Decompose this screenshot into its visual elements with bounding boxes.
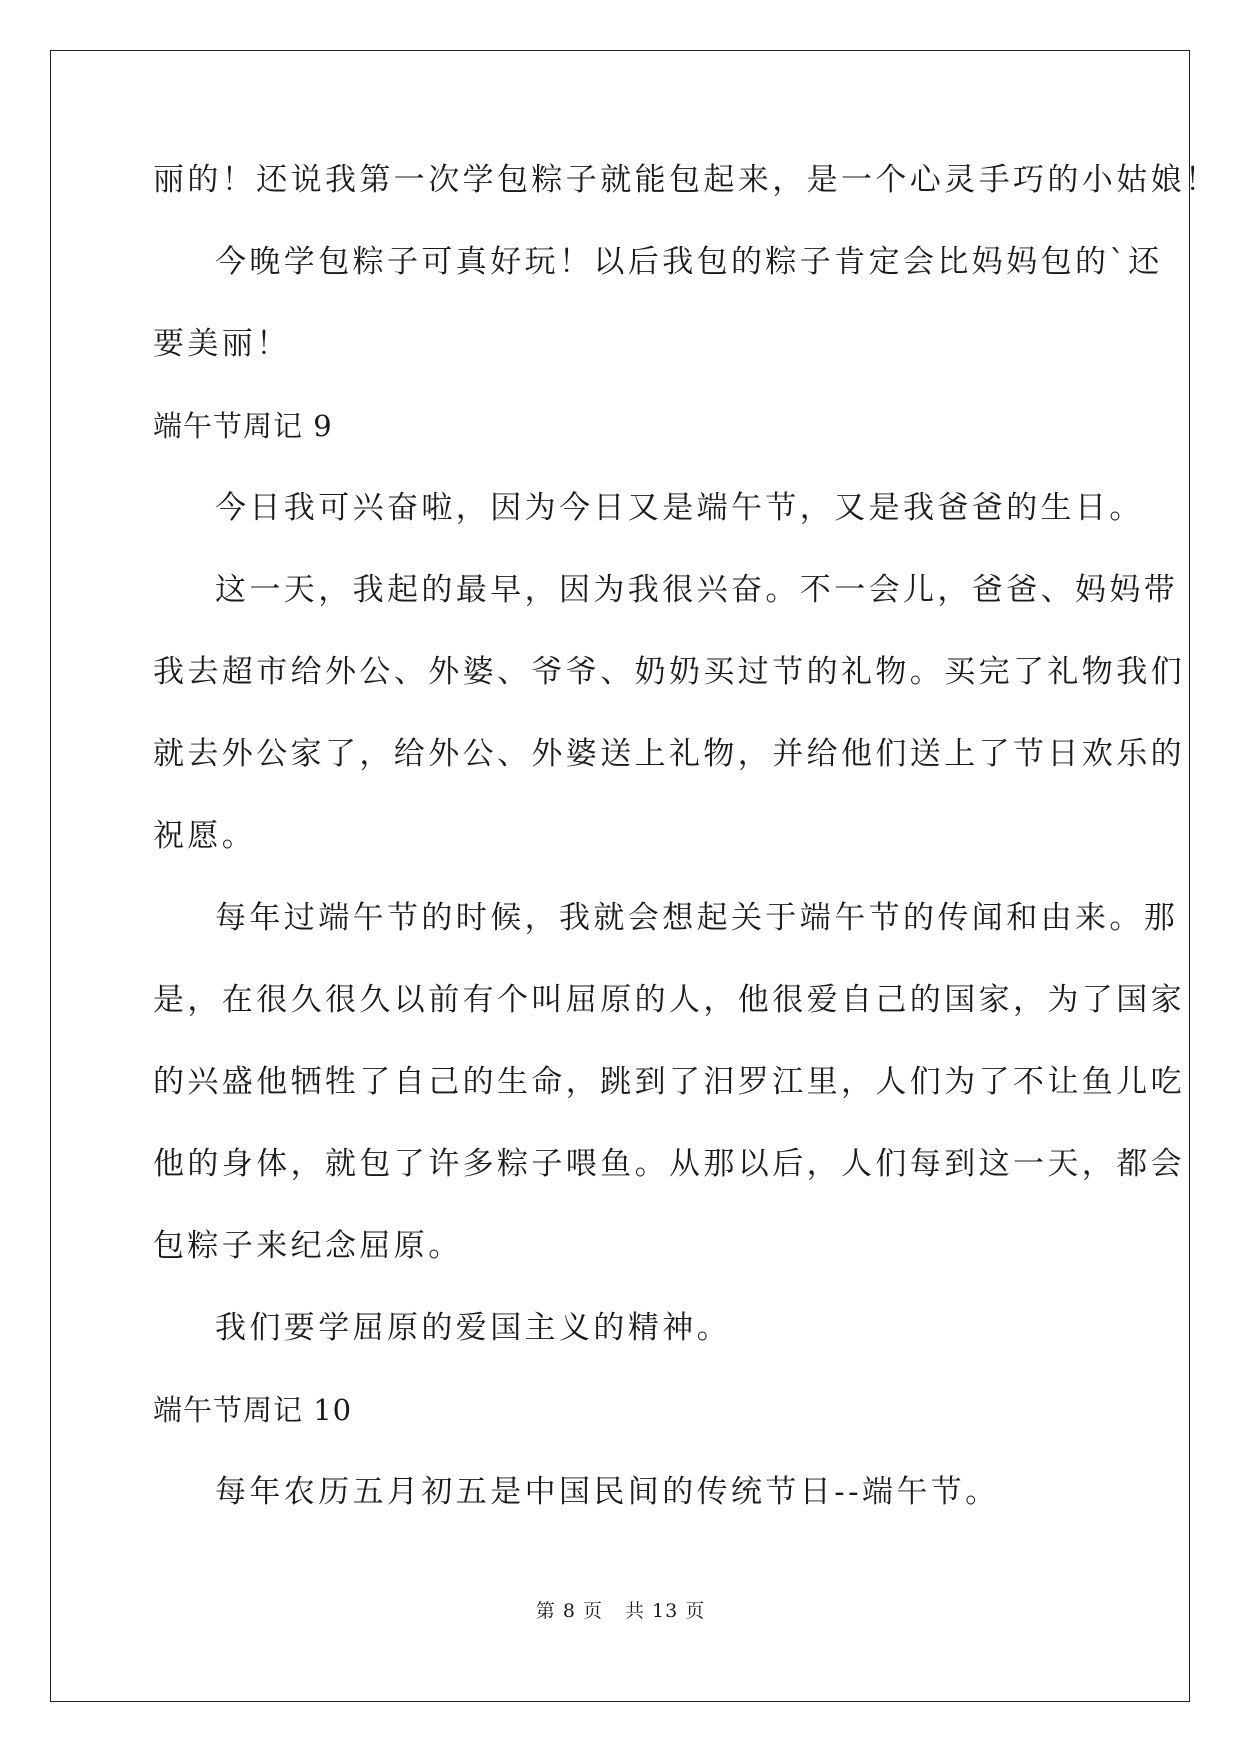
body-line: 的兴盛他牺牲了自己的生命，跳到了汨罗江里，人们为了不让鱼儿吃	[153, 1064, 1185, 1100]
paragraph-start: 这一天，我起的最早，因为我很兴奋。不一会儿，爸爸、妈妈带	[215, 572, 1179, 608]
body-line: 就去外公家了，给外公、外婆送上礼物，并给他们送上了节日欢乐的	[153, 736, 1185, 772]
body-line: 他的身体，就包了许多粽子喂鱼。从那以后，人们每到这一天，都会	[153, 1146, 1185, 1182]
body-line: 包粽子来纪念屈原。	[153, 1228, 463, 1264]
paragraph-start: 今晚学包粽子可真好玩！以后我包的粽子肯定会比妈妈包的`还	[215, 244, 1163, 280]
page-total: 共 13 页	[624, 1600, 706, 1622]
body-line: 我去超市给外公、外婆、爷爷、奶奶买过节的礼物。买完了礼物我们	[153, 654, 1185, 690]
section-heading: 端午节周记 9	[153, 409, 333, 443]
section-heading: 端午节周记 10	[153, 1393, 353, 1427]
body-line: 祝愿。	[153, 818, 257, 854]
paragraph-start: 我们要学屈原的爱国主义的精神。	[215, 1310, 731, 1346]
paragraph-start: 每年过端午节的时候，我就会想起关于端午节的传闻和由来。那	[215, 900, 1179, 936]
body-line: 要美丽！	[153, 326, 291, 362]
body-line: 是，在很久很久以前有个叫屈原的人，他很爱自己的国家，为了国家	[153, 982, 1185, 1018]
body-line: 丽的！还说我第一次学包粽子就能包起来，是一个心灵手巧的小姑娘！	[153, 162, 1220, 198]
document-body	[153, 160, 1220, 1554]
page-footer	[0, 1596, 1241, 1623]
paragraph-start: 每年农历五月初五是中国民间的传统节日--端午节。	[215, 1474, 1000, 1510]
paragraph-start: 今日我可兴奋啦，因为今日又是端午节，又是我爸爸的生日。	[215, 490, 1144, 526]
page-number: 第 8 页	[535, 1600, 603, 1622]
